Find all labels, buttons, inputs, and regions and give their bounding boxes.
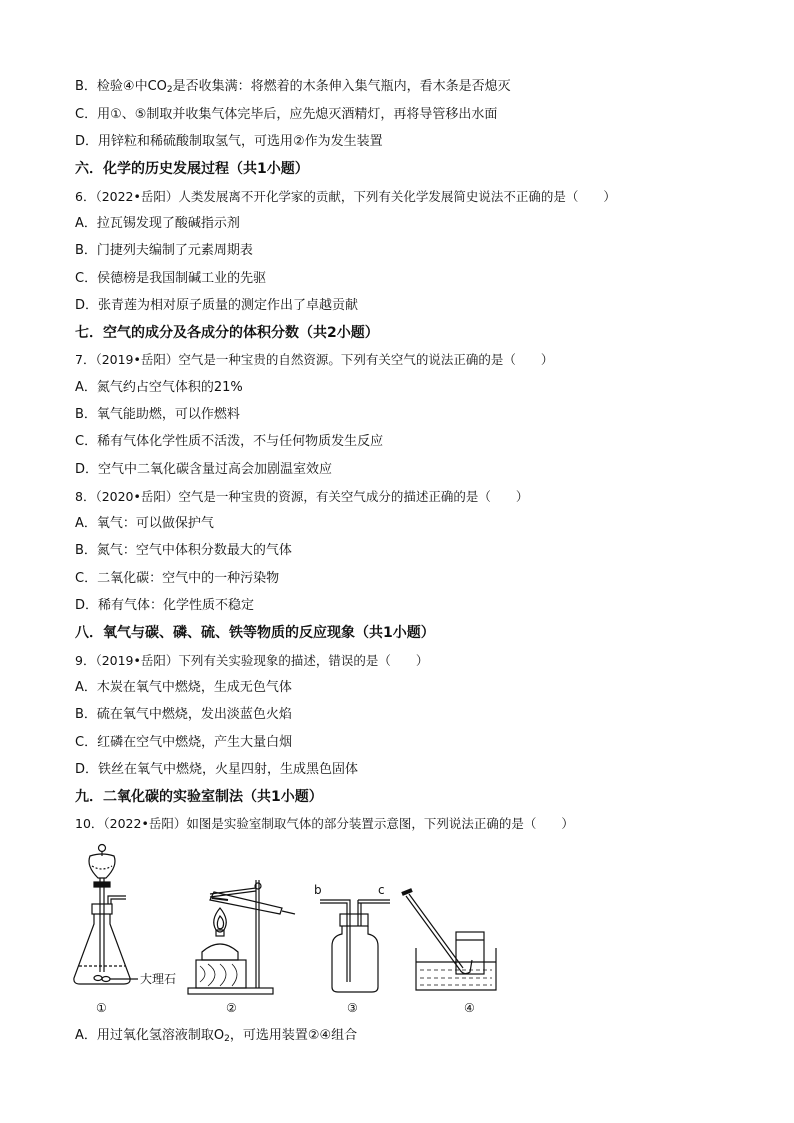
section-heading-7: 七．空气的成分及各成分的体积分数（共2小题）	[75, 325, 379, 341]
apparatus-figure	[60, 842, 520, 1027]
question-7-option-a: A．氮气约占空气体积的21%	[75, 380, 243, 395]
question-6: 6．（2022•岳阳）人类发展离不开化学家的贡献，下列有关化学发展简史说法不正确的是（ ）	[75, 189, 616, 204]
question-8-option-d: D．稀有气体：化学性质不稳定	[75, 598, 255, 613]
question-8-option-c: C．二氧化碳：空气中的一种污染物	[75, 571, 280, 586]
label-apparatus-3: ③	[347, 1001, 358, 1015]
option-c-gas-collection: C．用①、⑤制取并收集气体完毕后，应先熄灭酒精灯，再将导管移出水面	[75, 107, 498, 122]
apparatus-2-heating-setup	[188, 880, 295, 994]
question-9-option-b: B．硫在氧气中燃烧，发出淡蓝色火焰	[75, 707, 292, 722]
apparatus-3-gas-bottle	[320, 900, 390, 992]
question-6-option-a: A．拉瓦锡发现了酸碱指示剂	[75, 216, 240, 231]
question-9: 9．（2019•岳阳）下列有关实验现象的描述，错误的是（ ）	[75, 653, 429, 668]
section-heading-6: 六．化学的历史发展过程（共1小题）	[75, 161, 309, 177]
question-7-option-b: B．氧气能助燃，可以作燃料	[75, 407, 240, 422]
question-10: 10．（2022•岳阳）如图是实验室制取气体的部分装置示意图，下列说法正确的是（ ）	[75, 816, 574, 831]
question-6-option-c: C．侯德榜是我国制碱工业的先驱	[75, 271, 267, 286]
section-heading-9: 九．二氧化碳的实验室制法（共1小题）	[75, 789, 323, 805]
question-9-option-d: D．铁丝在氧气中燃烧，火星四射，生成黑色固体	[75, 762, 359, 777]
option-d-hydrogen: D．用锌粒和稀硫酸制取氢气，可选用②作为发生装置	[75, 134, 383, 149]
apparatus-1-flask-funnel	[74, 845, 138, 985]
question-8-option-a: A．氧气：可以做保护气	[75, 516, 214, 531]
label-apparatus-2: ②	[226, 1001, 237, 1015]
label-tube-b: b	[314, 883, 322, 897]
question-6-option-b: B．门捷列夫编制了元素周期表	[75, 243, 253, 258]
question-7: 7．（2019•岳阳）空气是一种宝贵的自然资源。下列有关空气的说法正确的是（ ）	[75, 352, 554, 367]
section-heading-8: 八．氧气与碳、磷、硫、铁等物质的反应现象（共1小题）	[75, 625, 435, 641]
question-10-option-a: A．用过氧化氢溶液制取$O_2$，可选用装置②④组合	[75, 1028, 358, 1044]
question-9-option-c: C．红磷在空气中燃烧，产生大量白烟	[75, 735, 293, 750]
question-6-option-d: D．张青莲为相对原子质量的测定作出了卓越贡献	[75, 298, 359, 313]
question-7-option-d: D．空气中二氧化碳含量过高会加剧温室效应	[75, 462, 333, 477]
label-apparatus-4: ④	[464, 1001, 475, 1015]
question-7-option-c: C．稀有气体化学性质不活泼，不与任何物质发生反应	[75, 434, 384, 449]
label-tube-c: c	[378, 883, 385, 897]
label-marble: 大理石	[140, 972, 177, 986]
question-8: 8．（2020•岳阳）空气是一种宝贵的资源，有关空气成分的描述正确的是（ ）	[75, 489, 529, 504]
apparatus-4-water-trough	[402, 890, 496, 990]
label-apparatus-1: ①	[96, 1001, 107, 1015]
option-b-co2-check: B．检验④中$CO_2$是否收集满：将燃着的木条伸入集气瓶内，看木条是否熄灭	[75, 79, 511, 95]
question-9-option-a: A．木炭在氧气中燃烧，生成无色气体	[75, 680, 292, 695]
question-8-option-b: B．氮气：空气中体积分数最大的气体	[75, 543, 292, 558]
